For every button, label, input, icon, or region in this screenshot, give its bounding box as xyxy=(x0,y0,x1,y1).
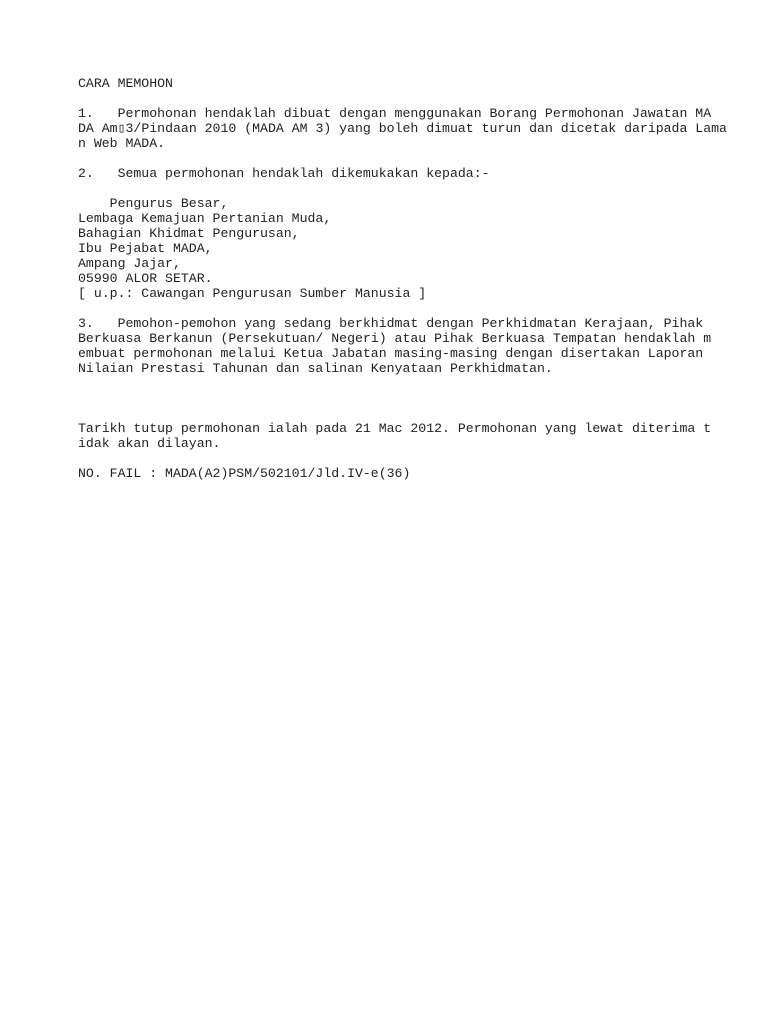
paragraph-3-line-2: Berkuasa Berkanun (Persekutuan/ Negeri) atau Pihak Berkuasa Tempatan hendaklah m xyxy=(78,331,712,346)
spacer xyxy=(78,301,738,316)
paragraph-1 xyxy=(78,106,738,151)
file-number: NO. FAIL : MADA(A2)PSM/502101/Jld.IV-e(36) xyxy=(78,466,411,481)
paragraph-3-line-1: 3. Pemohon-pemohon yang sedang berkhidmat dengan Perkhidmatan Kerajaan, Pihak xyxy=(78,316,704,331)
spacer xyxy=(78,181,738,196)
closing-line-1: Tarikh tutup permohonan ialah pada 21 Mac 2012. Permohonan yang lewat diterima t xyxy=(78,421,712,436)
document-body xyxy=(78,76,738,481)
address-line: Ibu Pejabat MADA, xyxy=(78,241,213,256)
paragraph-2-line-1: 2. Semua permohonan hendaklah dikemukakan kepada:- xyxy=(78,166,490,181)
address-line: Ampang Jajar, xyxy=(78,256,181,271)
paragraph-3 xyxy=(78,316,738,376)
paragraph-1-line-3: n Web MADA. xyxy=(78,136,166,151)
address-line: Pengurus Besar, xyxy=(78,196,229,211)
paragraph-3-line-4: Nilaian Prestasi Tahunan dan salinan Kenyataan Perkhidmatan. xyxy=(78,361,553,376)
closing-date-paragraph xyxy=(78,421,738,451)
document-heading: CARA MEMOHON xyxy=(78,76,173,91)
address-attention-line: [ u.p.: Cawangan Pengurusan Sumber Manusia ] xyxy=(78,286,427,301)
paragraph-3-line-3: embuat permohonan melalui Ketua Jabatan masing-masing dengan disertakan Laporan xyxy=(78,346,704,361)
address-block xyxy=(78,196,738,301)
closing-line-2: idak akan dilayan. xyxy=(78,436,221,451)
spacer xyxy=(78,151,738,166)
address-line: Lembaga Kemajuan Pertanian Muda, xyxy=(78,211,332,226)
paragraph-1-line-2: DA Am▯3/Pindaan 2010 (MADA AM 3) yang boleh dimuat turun dan dicetak daripada Lama xyxy=(78,121,727,136)
paragraph-2 xyxy=(78,166,738,181)
spacer xyxy=(78,91,738,106)
spacer xyxy=(78,376,738,421)
address-line: 05990 ALOR SETAR. xyxy=(78,271,213,286)
paragraph-1-line-1: 1. Permohonan hendaklah dibuat dengan menggunakan Borang Permohonan Jawatan MA xyxy=(78,106,712,121)
spacer xyxy=(78,451,738,466)
address-line: Bahagian Khidmat Pengurusan, xyxy=(78,226,300,241)
